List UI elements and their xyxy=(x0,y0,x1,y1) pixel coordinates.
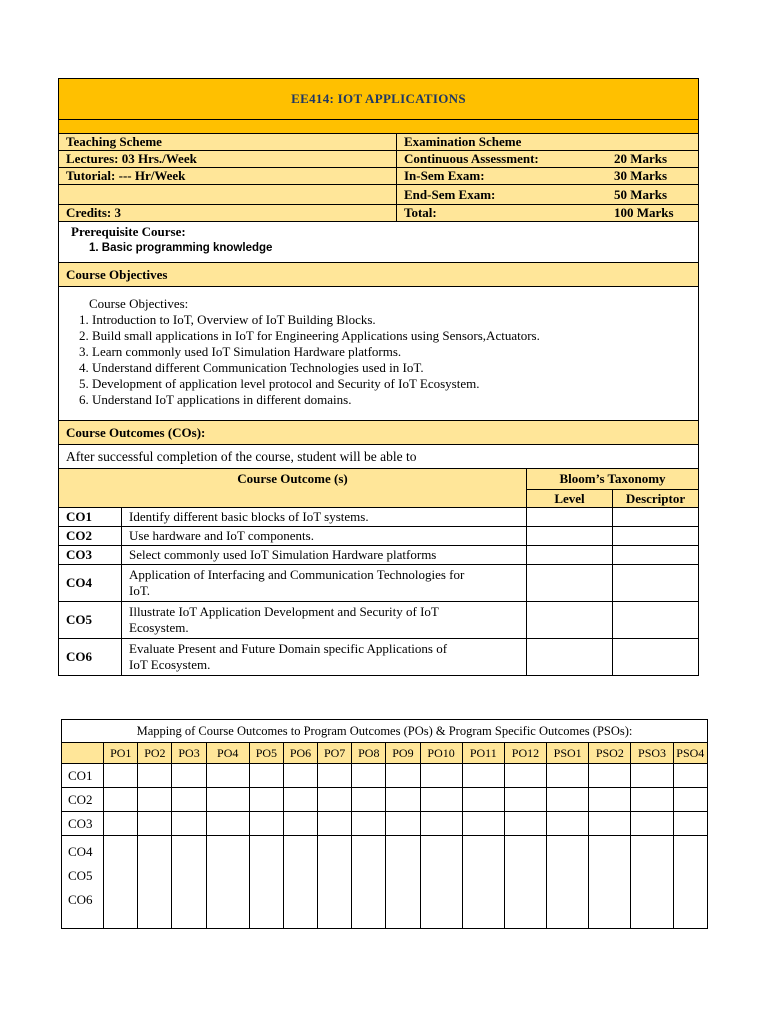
course-table xyxy=(58,78,699,676)
table-row xyxy=(59,546,699,565)
co-id: CO2 xyxy=(59,527,122,546)
mapping-header-row xyxy=(62,743,708,764)
credits: Credits: 3 xyxy=(59,205,397,222)
table-row xyxy=(59,508,699,527)
level-cell xyxy=(527,508,613,527)
descriptor-cell xyxy=(613,546,699,565)
exam-scheme-heading: Examination Scheme xyxy=(397,134,699,151)
objective-item: 6. Understand IoT applications in different domains. xyxy=(79,391,352,407)
objective-item: 2. Build small applications in IoT for Engineering Applications using Sensors,Actuators. xyxy=(79,327,540,343)
objective-item: 1. Introduction to IoT, Overview of IoT Building Blocks. xyxy=(79,311,376,327)
po-header: PO4 xyxy=(206,743,249,764)
pso-header: PSO1 xyxy=(547,743,589,764)
po-header: PO6 xyxy=(283,743,317,764)
co-id: CO1 xyxy=(59,508,122,527)
level-cell xyxy=(527,527,613,546)
po-header: PO11 xyxy=(462,743,504,764)
level-cell xyxy=(527,546,613,565)
po-header: PO1 xyxy=(104,743,138,764)
mapping-row-label: CO2 xyxy=(62,788,104,812)
table-row xyxy=(59,639,699,676)
mapping-title: Mapping of Course Outcomes to Program Outcomes (POs) & Program Specific Outcomes (PSOs): xyxy=(62,720,708,743)
descriptor-cell xyxy=(613,565,699,602)
mapping-row xyxy=(62,836,708,929)
course-sheet xyxy=(58,78,698,676)
tutorial: Tutorial: --- Hr/Week xyxy=(59,168,397,185)
co-text: Illustrate IoT Application Development and Security of IoT Ecosystem. xyxy=(122,602,527,639)
co-id: CO6 xyxy=(59,639,122,676)
co-text: Application of Interfacing and Communication Technologies for IoT. xyxy=(122,565,527,602)
mapping-table xyxy=(61,719,708,929)
table-row xyxy=(59,565,699,602)
objectives-intro: Course Objectives: xyxy=(89,295,189,311)
pso-header: PSO4 xyxy=(673,743,707,764)
col-blooms: Bloom’s Taxonomy xyxy=(527,469,699,490)
po-header: PO2 xyxy=(138,743,172,764)
descriptor-cell xyxy=(613,639,699,676)
level-cell xyxy=(527,565,613,602)
co-id: CO3 xyxy=(59,546,122,565)
mapping-row xyxy=(62,812,708,836)
mapping-corner xyxy=(62,743,104,764)
prerequisite-item: 1. Basic programming knowledge xyxy=(89,242,273,254)
exam-row: End-Sem Exam: 50 Marks xyxy=(397,185,699,205)
co-text: Select commonly used IoT Simulation Hardware platforms xyxy=(122,546,527,565)
mapping-row-label: CO6 xyxy=(68,892,93,907)
descriptor-cell xyxy=(613,602,699,639)
co-text: Use hardware and IoT components. xyxy=(122,527,527,546)
objectives-heading: Course Objectives xyxy=(59,263,699,287)
mapping-row-label: CO1 xyxy=(62,764,104,788)
level-cell xyxy=(527,639,613,676)
co-id: CO4 xyxy=(59,565,122,602)
col-descriptor: Descriptor xyxy=(613,490,699,508)
course-title: EE414: IOT APPLICATIONS xyxy=(59,79,699,120)
objective-item: 5. Development of application level protocol and Security of IoT Ecosystem. xyxy=(79,375,480,391)
mapping-row xyxy=(62,788,708,812)
mapping-row-label: CO3 xyxy=(62,812,104,836)
table-row xyxy=(59,527,699,546)
mapping-row xyxy=(62,764,708,788)
mapping-row-labels xyxy=(62,836,104,929)
outcomes-intro: After successful completion of the course, student will be able to xyxy=(59,445,699,469)
exam-row: Continuous Assessment: 20 Marks xyxy=(397,151,699,168)
objective-item: 4. Understand different Communication Technologies used in IoT. xyxy=(79,359,424,375)
co-text: Identify different basic blocks of IoT systems. xyxy=(122,508,527,527)
po-header: PO3 xyxy=(172,743,206,764)
teaching-scheme-heading: Teaching Scheme xyxy=(59,134,397,151)
objectives-list xyxy=(59,287,699,421)
mapping-row-label: CO5 xyxy=(68,868,93,883)
prerequisite-section xyxy=(59,222,699,263)
level-cell xyxy=(527,602,613,639)
descriptor-cell xyxy=(613,527,699,546)
co-text: Evaluate Present and Future Domain specific Applications of IoT Ecosystem. xyxy=(122,639,527,676)
po-header: PO9 xyxy=(386,743,420,764)
col-course-outcome: Course Outcome (s) xyxy=(59,469,527,508)
col-level: Level xyxy=(527,490,613,508)
po-header: PO7 xyxy=(318,743,352,764)
po-header: PO10 xyxy=(420,743,462,764)
empty-cell xyxy=(59,185,397,205)
lectures: Lectures: 03 Hrs./Week xyxy=(59,151,397,168)
mapping-row-label: CO4 xyxy=(68,844,93,859)
co-id: CO5 xyxy=(59,602,122,639)
title-spacer xyxy=(59,120,699,134)
objective-item: 3. Learn commonly used IoT Simulation Hardware platforms. xyxy=(79,343,402,359)
prerequisite-heading: Prerequisite Course: xyxy=(71,224,186,239)
table-row xyxy=(59,602,699,639)
po-header: PO12 xyxy=(504,743,546,764)
po-header: PO5 xyxy=(249,743,283,764)
exam-row: In-Sem Exam: 30 Marks xyxy=(397,168,699,185)
pso-header: PSO3 xyxy=(631,743,673,764)
descriptor-cell xyxy=(613,508,699,527)
outcomes-heading: Course Outcomes (COs): xyxy=(59,421,699,445)
pso-header: PSO2 xyxy=(589,743,631,764)
po-header: PO8 xyxy=(352,743,386,764)
exam-row: Total: 100 Marks xyxy=(397,205,699,222)
